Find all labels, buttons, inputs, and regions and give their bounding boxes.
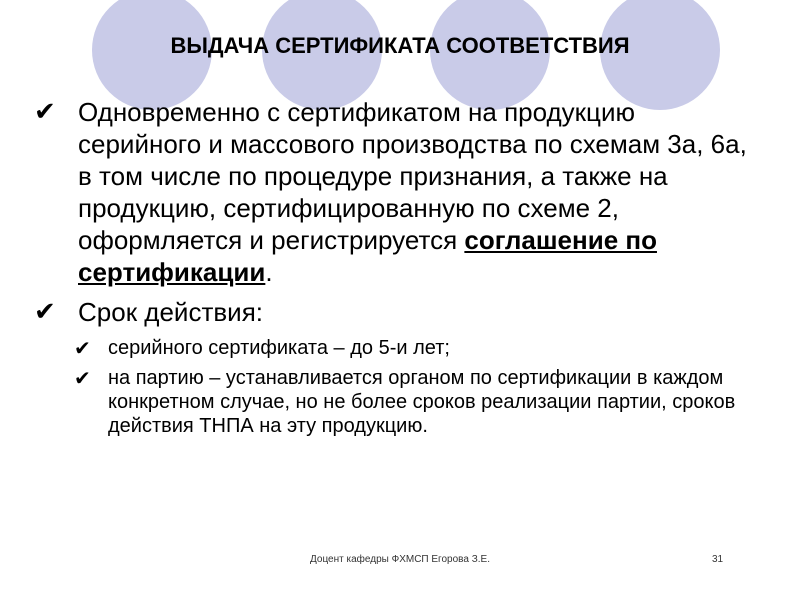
page-number: 31 — [712, 554, 724, 565]
footer-author: Доцент кафедры ФХМСП Егорова З.Е. — [310, 554, 490, 565]
bullet-main-text: Одновременно с сертификатом на продукцию серийного и массового производства по схемам 3а, 6а, в том числе по процедуре признания, а также на продукцию, сертифицированную по схеме 2, оформляется и регистрируется — [78, 97, 747, 255]
bullet-text — [78, 96, 764, 288]
check-icon: ✔ — [74, 366, 91, 390]
subbullet-text: серийного сертификата – до 5-и лет; — [108, 337, 450, 359]
emphasis-agreement: соглашение по сертификации — [78, 225, 657, 287]
check-icon: ✔ — [74, 336, 91, 360]
check-icon: ✔ — [34, 297, 56, 327]
bullet-validity — [34, 296, 764, 328]
check-icon: ✔ — [34, 97, 56, 127]
slide-content — [34, 96, 764, 438]
slide-title: ВЫДАЧА СЕРТИФИКАТА СООТВЕТСТВИЯ — [170, 33, 630, 58]
bullet-text: Срок действия: — [78, 297, 263, 327]
bullet-cosertification — [34, 96, 764, 288]
subbullet-batch — [74, 366, 764, 438]
subbullet-serial — [74, 336, 764, 360]
bullet-end: . — [265, 257, 273, 287]
subbullet-text: на партию – устанавливается органом по сертификации в каждом конкретном случае, но не более сроков реализации партии, сроков действия ТНПА на эту продукцию. — [108, 367, 736, 437]
